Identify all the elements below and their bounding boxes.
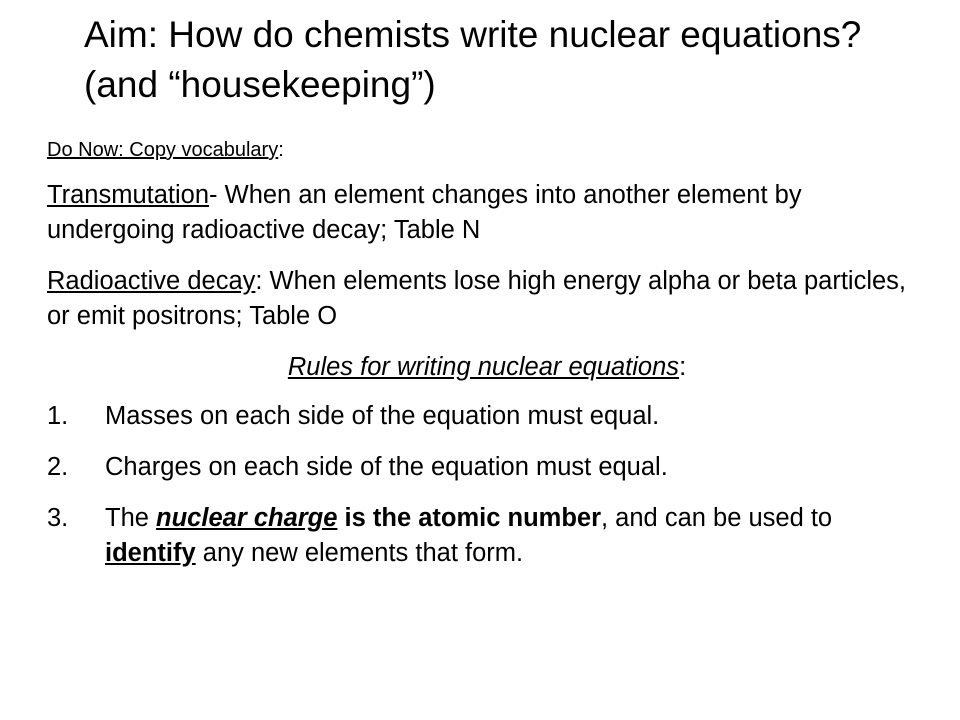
rule-text-end: any new elements that form. (195, 539, 524, 567)
slide-body (47, 136, 927, 587)
rules-heading (47, 350, 927, 385)
rule-text-pre: The (105, 504, 157, 532)
vocab-transmutation (47, 178, 927, 248)
rule-number: 3. (47, 504, 69, 532)
vocab-definition: : When elements lose high energy alpha or beta particles, or emit positrons; Table O (47, 267, 906, 330)
vocab-definition: - When an element changes into another element by undergoing radioactive decay; Table N (47, 181, 802, 244)
rule-text: Charges on each side of the equation must equal. (105, 453, 668, 481)
do-now-colon: : (278, 139, 284, 161)
vocab-radioactive-decay (47, 264, 927, 334)
rule-item (47, 399, 927, 434)
rule-item (47, 501, 927, 571)
slide-title: Aim: How do chemists write nuclear equations? (and “housekeeping”) (84, 14, 862, 105)
rule-emphasis-nuclear-charge: nuclear charge (156, 504, 338, 532)
rule-text-after: , and can be used to (601, 504, 833, 532)
vocab-term: Transmutation (47, 181, 210, 209)
do-now-line (47, 136, 927, 164)
rule-item (47, 450, 927, 485)
rule-number: 2. (47, 453, 69, 481)
rules-heading-colon: : (679, 353, 687, 381)
vocab-term: Radioactive decay (47, 267, 256, 295)
rules-list (47, 399, 927, 571)
rule-emphasis-identify: identify (105, 539, 196, 567)
do-now-label: Do Now: Copy vocabulary (47, 139, 279, 161)
rule-number: 1. (47, 402, 69, 430)
rules-heading-text: Rules for writing nuclear equations (287, 353, 680, 381)
rule-bold-atomic-number: is the atomic number (337, 504, 602, 532)
rule-text: Masses on each side of the equation must equal. (105, 402, 660, 430)
